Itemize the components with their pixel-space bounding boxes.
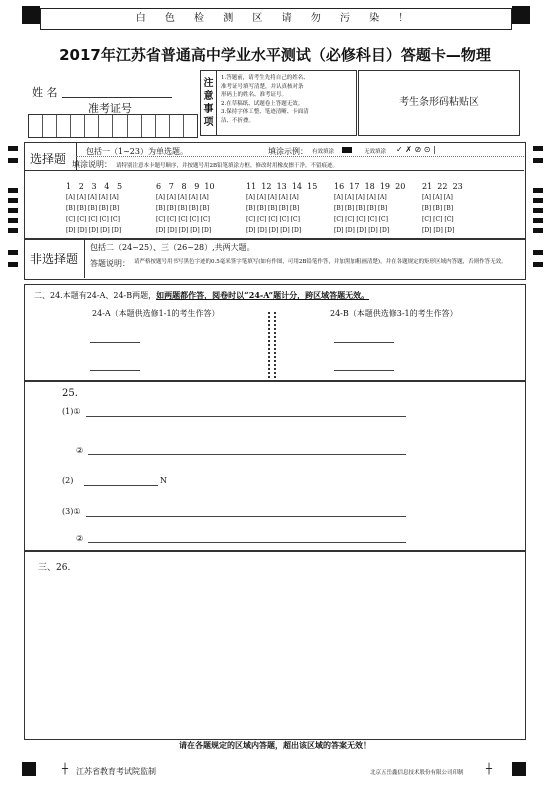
option-row-a: [A] [A] [A] [A] [A] — [334, 194, 387, 201]
option-row-c: [C] [C] [C] [C] [C] — [66, 216, 120, 223]
q25-part2-label: (2) — [62, 476, 74, 485]
choice-instruction-divider — [76, 156, 524, 157]
timing-mark — [533, 146, 543, 151]
choice-group-1-5[interactable]: 1 2 3 4 5 [A] [A] [A] [A] [A] [B] [B] [B] [B] [B] [C] [C] [C] [C] [C] [D] [D] [D] [D] [D] — [66, 182, 123, 234]
option-row-d: [D] [D] [D] [D] [D] — [156, 227, 212, 234]
registration-mark-top-right — [512, 6, 530, 24]
q24-divider-dots-right — [274, 312, 278, 378]
timing-mark — [8, 198, 18, 203]
q25-number: 25. — [62, 388, 78, 399]
bottom-warning: 请在各题规定的区域内答题，超出该区域的答案无效！ — [179, 740, 371, 750]
timing-mark — [533, 208, 543, 213]
timing-mark — [533, 188, 543, 193]
q25-answer-area[interactable] — [24, 380, 526, 552]
option-row-b: [B] [B] [B] [B] [B] — [156, 205, 210, 212]
notice-line: 3.保持字体工整、笔迹清晰、卡面清 — [221, 109, 309, 116]
timing-mark — [8, 228, 18, 233]
answer-instruction-label: 答题说明： — [90, 259, 130, 268]
timing-mark — [533, 228, 543, 233]
timing-mark — [8, 250, 18, 255]
notice-line: 洁、不折叠。 — [221, 117, 255, 124]
registration-mark-top-left — [22, 6, 40, 24]
nonchoice-range-text: 包括二（24~25）、三（26~28）,共两大题。 — [90, 243, 255, 252]
choice-group-6-10[interactable]: 6 7 8 9 10 [A] [A] [A] [A] [A] [B] [B] [B] [B] [B] [C] [C] [C] [C] [C] [D] [D] [D] [D] [D] — [156, 182, 215, 234]
timing-mark — [8, 158, 18, 163]
option-row-c: [C] [C] [C] [C] [C] — [246, 216, 300, 223]
timing-mark — [8, 146, 18, 151]
timing-mark — [8, 218, 18, 223]
option-row-a: [A] [A] [A] [A] [A] — [66, 194, 119, 201]
option-row-d: [D] [D] [D] [D] [D] — [334, 227, 390, 234]
q24-a-answer-line-1[interactable] — [90, 342, 140, 343]
q25-part2-unit: N — [160, 476, 167, 485]
q25-part1-line[interactable] — [86, 416, 406, 417]
q24-divider-dots-left — [268, 312, 272, 378]
name-field[interactable] — [62, 96, 172, 98]
option-row-b: [B] [B] [B] [B] [B] — [66, 205, 120, 212]
q25-part3b-line[interactable] — [88, 542, 406, 543]
choice-section-label: 选择题 — [30, 152, 67, 166]
choice-range-text: 包括一（1~23）为单选题。 — [86, 147, 188, 156]
timing-mark — [533, 262, 543, 267]
q25-part2-line[interactable] — [84, 485, 158, 486]
q25-part1b-label: ② — [76, 446, 84, 455]
option-row-c: [C] [C] [C] [C] [C] — [156, 216, 210, 223]
registration-mark-bottom-right — [512, 762, 526, 776]
option-row-d: [D] [D] [D] — [422, 227, 455, 234]
option-row-b: [B] [B] [B] — [422, 205, 454, 212]
valid-fill-sample — [342, 147, 352, 153]
q24-b-answer-line-2[interactable] — [334, 370, 394, 371]
q25-part1-label: (1)① — [62, 407, 81, 416]
page-title: 2017年江苏省普通高中学业水平测试（必修科目）答题卡—物理 — [59, 46, 491, 64]
notice-line: 1.答题前，请考生先将自己的姓名、 — [221, 75, 309, 81]
notice-line: 形码上的姓名、准考证号。 — [221, 92, 288, 99]
option-row-d: [D] [D] [D] [D] [D] — [246, 227, 302, 234]
timing-mark — [8, 188, 18, 193]
choice-group-21-23[interactable]: 21 22 23 [A] [A] [A] [B] [B] [B] [C] [C] [C] [D] [D] [D] — [422, 182, 463, 234]
crosshair-mark-right: ┼ — [486, 764, 493, 775]
option-row-c: [C] [C] [C] — [422, 216, 454, 223]
option-row-c: [C] [C] [C] [C] [C] — [334, 216, 388, 223]
option-row-d: [D] [D] [D] [D] [D] — [66, 227, 122, 234]
nonchoice-section-label: 非选择题 — [30, 252, 79, 266]
q25-part3-line[interactable] — [86, 516, 406, 517]
name-label: 姓 名 — [32, 86, 58, 99]
choice-group-16-20[interactable]: 16 17 18 19 20 [A] [A] [A] [A] [A] [B] [B] [B] [B] [B] [C] [C] [C] [C] [C] [D] [D] [D] [D] [D] — [334, 182, 406, 234]
footer-supervisor: 江苏省教育考试院监制 — [76, 767, 156, 776]
option-row-a: [A] [A] [A] — [422, 194, 453, 201]
q24-heading: 二、24.本题有24-A、24-B两题，如两题都作答，阅卷时以“24-A”题计分，跨区域答题无效。 — [34, 290, 370, 300]
valid-fill-label: 有效填涂 — [312, 149, 335, 155]
fill-instruction-text: 请特别注意本卡题号顺序，并按题号用2B铅笔填涂方框，修改时用橡皮擦干净，不留痕迹。 — [116, 163, 339, 169]
timing-mark — [533, 158, 543, 163]
fill-example-label: 填涂示例： — [268, 147, 308, 156]
invalid-fill-label: 无效填涂 — [364, 149, 387, 155]
choice-inner-divider — [24, 170, 524, 171]
option-row-b: [B] [B] [B] [B] [B] — [246, 205, 300, 212]
timing-mark — [533, 250, 543, 255]
option-row-b: [B] [B] [B] [B] [B] — [334, 205, 388, 212]
timing-mark — [8, 262, 18, 267]
timing-mark — [533, 218, 543, 223]
q25-part3b-label: ② — [76, 534, 84, 543]
q26-answer-area[interactable] — [24, 550, 526, 740]
footer-printer: 北京五岳鑫信息技术股份有限公司印制 — [370, 770, 464, 776]
white-detection-banner: 白 色 检 测 区 请 勿 污 染 ！ — [40, 8, 512, 30]
option-row-a: [A] [A] [A] [A] [A] — [156, 194, 209, 201]
registration-mark-bottom-left — [22, 762, 36, 776]
timing-mark — [8, 208, 18, 213]
barcode-paste-area: 考生条形码粘贴区 — [358, 70, 520, 136]
q26-heading: 三、26. — [38, 563, 71, 573]
exam-id-boxes[interactable] — [28, 114, 198, 138]
notice-box — [200, 70, 357, 136]
invalid-fill-samples: ✓ ✗ ⊘ ⊙ | — [396, 145, 436, 154]
fill-instruction-label: 填涂说明： — [72, 160, 112, 169]
crosshair-mark-left: ┼ — [62, 764, 69, 775]
q25-part1b-line[interactable] — [88, 454, 406, 455]
timing-mark — [533, 198, 543, 203]
notice-body — [221, 74, 353, 126]
choice-group-11-15[interactable]: 11 12 13 14 15 [A] [A] [A] [A] [A] [B] [B] [B] [B] [B] [C] [C] [C] [C] [C] [D] [D] [D] [D] [D] — [246, 182, 318, 234]
q24-b-answer-line-1[interactable] — [334, 342, 394, 343]
answer-instruction-text: 请严格按题号用书写黑色字迹的0.5毫米签字笔填写(如有作图，可用2B铅笔作答，并加黑加粗画清楚)，并在各题规定的矩形区域内答题，否则作答无效。 — [134, 259, 507, 265]
exam-id-label: 准考证号 — [88, 102, 132, 115]
notice-line: 2.在草稿纸、试题卷上答题无效。 — [221, 100, 304, 107]
notice-line: 准考证号填写清楚，并认真核对条 — [221, 83, 304, 90]
q24-b-label: 24-B（本题供选修3-1的考生作答） — [330, 309, 458, 318]
q24-a-label: 24-A（本题供选修1-1的考生作答） — [92, 309, 220, 318]
option-row-a: [A] [A] [A] [A] [A] — [246, 194, 299, 201]
notice-heading: 注意事项 — [201, 71, 217, 135]
q25-part3-label: (3)① — [62, 507, 81, 516]
q24-a-answer-line-2[interactable] — [90, 370, 140, 371]
